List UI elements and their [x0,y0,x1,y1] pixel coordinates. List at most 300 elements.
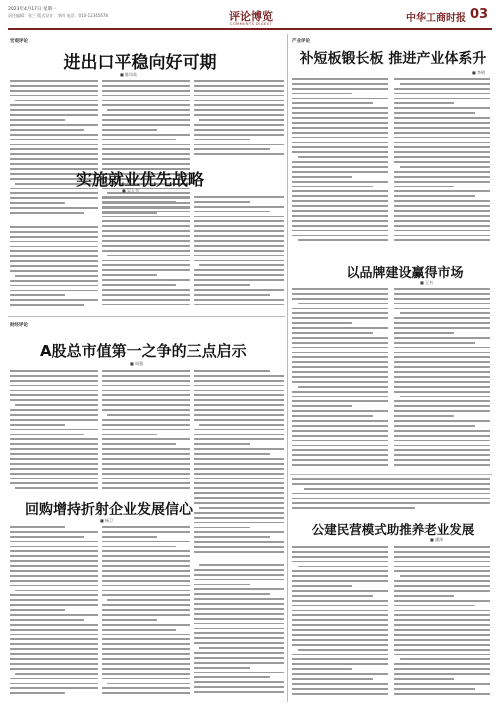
text-line [102,453,190,455]
text-line [102,580,190,582]
text-line [10,294,65,296]
text-line [102,124,190,126]
text-line [102,560,190,562]
text-line [102,394,190,396]
text-line [394,102,454,104]
text-line [107,109,190,111]
paper-name: 中华工商时报 [406,13,466,24]
text-line [292,117,388,119]
text-line [394,215,490,217]
text-line [10,692,65,694]
text-line [394,673,490,675]
text-line [292,673,388,675]
text-line [194,632,284,634]
text-line [292,400,388,402]
text-line [292,546,388,548]
text-line [102,163,190,165]
text-line [394,570,490,572]
text-line [194,527,250,529]
text-line [292,551,388,553]
text-line [10,536,84,538]
text-line [194,129,284,131]
text-line [15,404,98,406]
text-line [394,376,490,378]
text-line [292,483,490,485]
text-line [394,176,490,178]
text-line [292,127,388,129]
text-line [400,166,490,168]
text-line [394,668,490,670]
text-line [10,594,98,596]
text-line [10,265,98,267]
text-line [102,304,190,306]
text-line [394,556,490,558]
text-line [292,361,388,363]
text-line [394,566,490,568]
text-line [102,385,190,387]
text-line [10,285,98,287]
text-line [194,274,284,276]
text-line [102,565,190,567]
text-line [292,293,388,295]
text-line [394,132,490,134]
text-line [292,308,388,310]
text-line [292,614,388,616]
text-line [292,580,388,582]
text-line [10,638,98,640]
text-line [292,658,388,660]
text-line [394,88,490,90]
text-line [292,137,388,139]
text-line [194,250,284,252]
text-line [102,220,190,222]
text-line [292,322,352,324]
text-line [292,493,490,495]
text-line [107,192,190,194]
text-line [292,352,388,354]
text-line [194,468,284,470]
text-line [102,438,190,440]
text-line [15,590,98,592]
text-line [194,482,284,484]
text-line [10,468,98,470]
text-line [107,599,190,601]
text-line [102,434,157,436]
text-line [394,445,490,447]
text-line [107,683,190,685]
text-line [10,299,98,301]
text-line [102,429,190,431]
text-line [10,246,98,248]
text-line [292,146,388,148]
text-line [394,629,490,631]
text-line [292,112,388,114]
text-line [394,352,490,354]
text-line [194,628,284,630]
text-line [102,604,190,606]
text-line [394,142,490,144]
text-line [394,639,490,641]
text-line [194,584,250,586]
text-line [394,151,490,153]
text-line [394,127,490,129]
text-line [10,482,98,484]
text-line [194,284,250,286]
text-line [292,391,388,393]
text-line [292,478,490,480]
text-line [15,487,98,489]
text-line [102,526,190,528]
text-line [194,304,284,306]
text-line [102,139,176,141]
text-line [102,375,190,377]
text-line [107,255,190,257]
text-line [394,464,490,466]
text-line [194,453,270,455]
article-body [10,80,98,222]
text-line [194,148,270,150]
text-line [292,454,388,456]
text-line [102,230,190,232]
text-line [292,435,388,437]
text-line [10,678,98,680]
text-line [400,575,490,577]
text-line [10,202,65,204]
article-byline: ■ 潘涛 [430,537,444,542]
date-line: 2023年4月17日 星期一 [8,7,57,12]
text-line [10,585,98,587]
text-line [194,458,284,460]
text-line [394,663,490,665]
text-line [194,551,284,553]
text-line [102,473,190,475]
text-line [102,458,190,460]
text-line [394,161,490,163]
text-line [194,85,284,87]
text-line [194,546,284,548]
text-line [400,658,490,660]
text-line [102,614,190,616]
text-line [194,196,284,198]
text-line [102,531,190,533]
text-line [10,463,98,465]
text-line [194,390,284,392]
text-line [194,598,284,600]
text-line [394,546,490,548]
text-line [194,380,284,382]
text-line [394,449,490,451]
article-body [292,288,388,470]
text-line [10,448,98,450]
staff-line: 责任编辑：张三 版式设计：李四 电话：010-12345678 [8,13,108,18]
text-line [394,288,490,290]
text-line [292,225,388,227]
text-line [10,95,98,97]
text-line [394,435,490,437]
text-line [394,683,490,685]
text-line [102,153,190,155]
text-line [10,250,98,252]
text-line [292,678,373,680]
article-body [194,196,284,312]
text-line [292,644,388,646]
text-line [194,603,284,605]
article-body [394,78,490,248]
text-line [10,619,84,621]
text-line [102,196,190,198]
text-line [194,463,284,465]
text-line [292,600,388,602]
text-line [10,663,98,665]
text-line [292,342,388,344]
text-line [292,585,352,587]
text-line [194,667,250,669]
article-byline: ■ 王书 [420,280,434,285]
text-line [10,687,98,689]
text-line [10,473,98,475]
text-line [394,415,454,417]
text-line [10,648,98,650]
text-line [10,114,98,116]
text-line [394,386,490,388]
text-line [394,205,490,207]
article-headline: 以品牌建设赢得市场 [346,266,464,281]
text-line [102,380,190,382]
text-line [102,235,190,237]
text-line [394,654,490,656]
text-line [194,448,284,450]
text-line [102,585,190,587]
text-line [394,551,490,553]
text-line [394,190,490,192]
text-line [394,391,490,393]
text-line [394,688,475,690]
text-line [102,260,190,262]
text-line [394,595,454,597]
text-line [194,90,284,92]
text-line [394,400,490,402]
text-line [102,90,190,92]
text-line [10,438,98,440]
text-line [102,404,190,406]
text-line [102,370,190,372]
text-line [292,366,388,368]
article-body [10,370,98,496]
text-line [102,206,190,208]
text-line [10,443,98,445]
text-line [10,653,98,655]
text-line [292,381,388,383]
text-line [292,161,388,163]
text-line [10,614,98,616]
text-line [10,434,84,436]
text-line [102,624,190,626]
text-line [102,424,190,426]
text-line [10,304,84,306]
article-body [102,196,190,312]
text-line [102,487,190,489]
text-line [102,399,190,401]
text-line [10,560,98,562]
article-body [292,78,388,248]
text-line [10,609,65,611]
text-line [394,361,490,363]
text-line [102,678,190,680]
text-line [292,142,388,144]
text-line [394,420,490,422]
text-line [194,109,284,111]
text-line [102,100,190,102]
text-line [10,565,98,567]
article-headline: 补短板锻长板 推进产业体系升 [299,51,487,67]
text-line [10,104,98,106]
text-line [394,317,490,319]
text-line [10,212,84,214]
text-line [394,585,490,587]
text-line [292,502,490,504]
text-line [10,197,98,199]
text-line [102,546,176,548]
text-line [394,210,490,212]
text-line [199,424,284,426]
text-line [10,380,98,382]
text-line [102,148,190,150]
text-line [10,260,98,262]
text-line [292,235,388,237]
text-line [102,95,190,97]
article-body [292,546,388,698]
text-line [292,683,388,685]
text-line [292,629,388,631]
text-line [194,536,270,538]
article-byline: ■ 李明 [472,70,486,75]
text-line [10,192,98,194]
text-line [199,264,284,266]
text-line [394,561,490,563]
text-line [102,119,190,121]
article-body [292,478,490,514]
text-line [292,190,388,192]
text-line [102,468,190,470]
text-line [194,517,284,519]
text-line [194,240,284,242]
text-line [194,478,284,480]
text-line [10,158,98,160]
text-line [194,443,250,445]
text-line [292,298,388,300]
text-line [292,371,388,373]
text-line [10,80,98,82]
text-line [10,629,98,631]
text-line [194,269,284,271]
text-line [292,93,352,95]
text-line [292,230,388,232]
text-line [102,201,176,203]
text-line [394,230,490,232]
text-line [394,93,490,95]
text-line [10,231,98,233]
text-line [102,692,190,694]
text-line [292,498,490,500]
text-line [102,482,190,484]
text-line [194,409,284,411]
text-line [194,100,284,102]
text-line [102,211,190,213]
text-line [194,434,284,436]
article-body [102,526,190,698]
text-line [194,438,284,440]
text-line [292,78,388,80]
text-line [194,279,284,281]
text-line [194,618,284,620]
text-line [292,425,388,427]
text-line [194,385,284,387]
text-line [400,396,490,398]
text-line [292,107,388,109]
article-byline: ■ 吴人韦 [122,188,140,193]
text-line [199,647,284,649]
text-line [194,637,284,639]
text-line [10,124,98,126]
text-line [102,240,190,242]
text-line [10,546,98,548]
text-line [102,279,190,281]
text-line [194,144,284,146]
text-line [102,629,176,631]
text-line [10,555,98,557]
text-line [194,201,250,203]
text-line [292,688,388,690]
text-line [394,405,490,407]
text-line [10,541,98,543]
text-line [194,691,284,693]
text-line [394,308,490,310]
text-line [292,98,388,100]
text-line [194,206,284,208]
text-line [102,144,190,146]
text-line [10,390,98,392]
text-line [194,497,284,499]
text-line [10,580,98,582]
text-line [292,449,388,451]
text-line [194,220,284,222]
text-line [10,270,98,272]
text-line [394,678,454,680]
text-line [194,642,284,644]
text-line [292,575,388,577]
text-line [10,144,98,146]
text-line [194,225,284,227]
text-line [394,107,490,109]
text-line [10,119,65,121]
text-line [102,114,190,116]
text-line [292,590,388,592]
text-line [194,541,284,543]
text-line [394,322,490,324]
section-title: 评论博览 [229,10,273,23]
text-line [194,686,284,688]
text-line [292,220,388,222]
text-line [102,216,190,218]
text-line [15,100,98,102]
text-line [394,156,490,158]
text-line [394,459,490,461]
text-line [394,337,490,339]
text-line [10,634,98,636]
text-line [292,181,388,183]
text-line [298,303,388,305]
text-line [194,104,284,106]
